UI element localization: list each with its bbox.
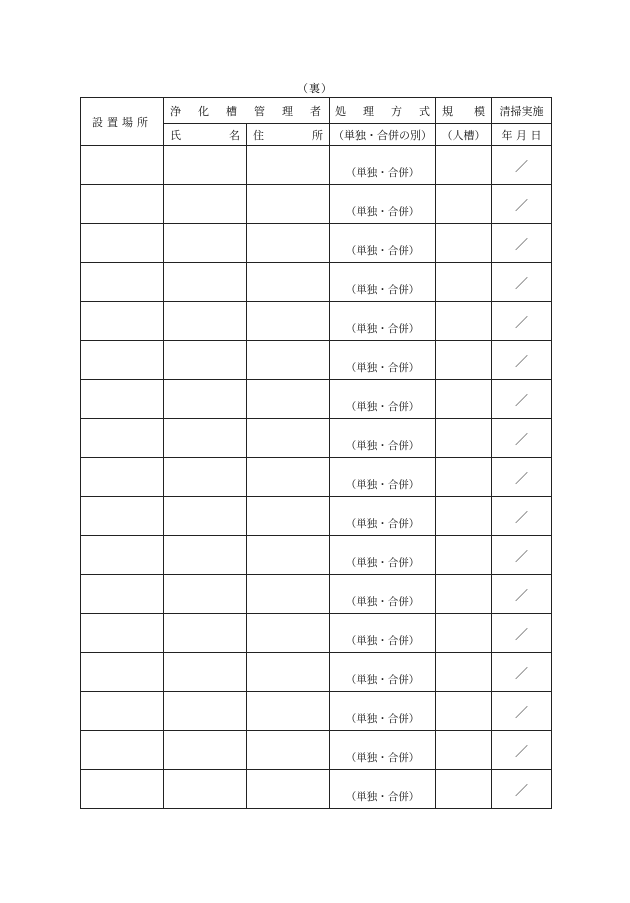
cleaning-date-cell[interactable]: ／ (492, 380, 552, 419)
table-row (81, 653, 552, 692)
scale-cell[interactable] (436, 653, 492, 692)
table-row (81, 185, 552, 224)
manager-address-cell[interactable] (247, 731, 330, 770)
scale-cell[interactable] (436, 614, 492, 653)
manager-address-cell[interactable] (247, 497, 330, 536)
location-cell[interactable] (81, 146, 164, 185)
manager-name-cell[interactable] (164, 224, 247, 263)
table-row (81, 224, 552, 263)
scale-cell[interactable] (436, 536, 492, 575)
cleaning-date-cell[interactable]: ／ (492, 575, 552, 614)
table-row (81, 731, 552, 770)
location-cell[interactable] (81, 380, 164, 419)
manager-name-cell[interactable] (164, 380, 247, 419)
table-row (81, 302, 552, 341)
manager-name-header (164, 124, 247, 146)
method-cell[interactable]: （単独・合併） (330, 731, 436, 770)
manager-name-header-a: 氏 (170, 128, 181, 142)
cleaning-date-cell[interactable]: ／ (492, 302, 552, 341)
location-cell[interactable] (81, 224, 164, 263)
scale-cell[interactable] (436, 575, 492, 614)
scale-cell[interactable] (436, 341, 492, 380)
cleaning-date-cell[interactable]: ／ (492, 185, 552, 224)
location-cell[interactable] (81, 497, 164, 536)
method-cell[interactable]: （単独・合併） (330, 302, 436, 341)
table-row (81, 263, 552, 302)
cleaning-date-cell[interactable]: ／ (492, 497, 552, 536)
manager-name-cell[interactable] (164, 536, 247, 575)
location-cell[interactable] (81, 341, 164, 380)
manager-address-cell[interactable] (247, 341, 330, 380)
manager-name-cell[interactable] (164, 653, 247, 692)
method-cell[interactable]: （単独・合併） (330, 614, 436, 653)
manager-address-cell[interactable] (247, 536, 330, 575)
cleaning-date-subheader: 年 月 日 (492, 124, 552, 146)
manager-address-header-b: 所 (312, 128, 323, 142)
manager-name-cell[interactable] (164, 302, 247, 341)
manager-header: 浄化槽管理者 (164, 98, 330, 124)
location-cell[interactable] (81, 458, 164, 497)
scale-cell[interactable] (436, 692, 492, 731)
cleaning-date-cell[interactable]: ／ (492, 692, 552, 731)
manager-name-cell[interactable] (164, 263, 247, 302)
scale-subheader: （人槽） (436, 124, 492, 146)
cleaning-date-cell[interactable]: ／ (492, 419, 552, 458)
scale-cell[interactable] (436, 302, 492, 341)
table-row (81, 419, 552, 458)
scale-cell[interactable] (436, 185, 492, 224)
manager-address-cell[interactable] (247, 146, 330, 185)
manager-address-cell[interactable] (247, 419, 330, 458)
manager-address-cell[interactable] (247, 458, 330, 497)
method-cell[interactable]: （単独・合併） (330, 575, 436, 614)
manager-name-cell[interactable] (164, 575, 247, 614)
location-cell[interactable] (81, 536, 164, 575)
location-cell[interactable] (81, 653, 164, 692)
method-header: 処理方式 (330, 98, 436, 124)
scale-cell[interactable] (436, 146, 492, 185)
method-cell[interactable]: （単独・合併） (330, 536, 436, 575)
cleaning-date-cell[interactable]: ／ (492, 224, 552, 263)
cleaning-date-cell[interactable]: ／ (492, 263, 552, 302)
location-cell[interactable] (81, 770, 164, 809)
table-row (81, 497, 552, 536)
manager-address-cell[interactable] (247, 770, 330, 809)
location-cell[interactable] (81, 731, 164, 770)
table-row (81, 614, 552, 653)
method-cell[interactable]: （単独・合併） (330, 458, 436, 497)
manager-name-cell[interactable] (164, 731, 247, 770)
method-cell[interactable]: （単独・合併） (330, 224, 436, 263)
manager-address-cell[interactable] (247, 692, 330, 731)
method-cell[interactable]: （単独・合併） (330, 341, 436, 380)
scale-cell[interactable] (436, 380, 492, 419)
table-row (81, 458, 552, 497)
manager-address-cell[interactable] (247, 380, 330, 419)
manager-name-cell[interactable] (164, 614, 247, 653)
method-cell[interactable]: （単独・合併） (330, 263, 436, 302)
location-cell[interactable] (81, 692, 164, 731)
manager-address-cell[interactable] (247, 185, 330, 224)
table-row (81, 770, 552, 809)
manager-name-cell[interactable] (164, 692, 247, 731)
table-row (81, 146, 552, 185)
manager-address-cell[interactable] (247, 224, 330, 263)
method-cell[interactable]: （単独・合併） (330, 653, 436, 692)
location-header: 設置場所 (81, 98, 164, 146)
scale-cell[interactable] (436, 419, 492, 458)
cleaning-date-cell[interactable]: ／ (492, 770, 552, 809)
septic-tank-register-table (80, 97, 552, 809)
cleaning-date-cell[interactable]: ／ (492, 458, 552, 497)
scale-header: 規模 (436, 98, 492, 124)
location-cell[interactable] (81, 419, 164, 458)
method-cell[interactable]: （単独・合併） (330, 770, 436, 809)
manager-address-cell[interactable] (247, 302, 330, 341)
scale-cell[interactable] (436, 731, 492, 770)
method-cell[interactable]: （単独・合併） (330, 419, 436, 458)
manager-name-header-b: 名 (229, 128, 240, 142)
table-row (81, 341, 552, 380)
manager-address-cell[interactable] (247, 575, 330, 614)
cleaning-date-cell[interactable]: ／ (492, 146, 552, 185)
method-cell[interactable]: （単独・合併） (330, 692, 436, 731)
cleaning-header: 清掃実施 (492, 98, 552, 124)
table-row (81, 575, 552, 614)
cleaning-date-cell[interactable]: ／ (492, 731, 552, 770)
cleaning-date-cell[interactable]: ／ (492, 536, 552, 575)
scale-cell[interactable] (436, 263, 492, 302)
scale-cell[interactable] (436, 770, 492, 809)
method-cell[interactable]: （単独・合併） (330, 146, 436, 185)
manager-name-cell[interactable] (164, 497, 247, 536)
manager-name-cell[interactable] (164, 146, 247, 185)
location-cell[interactable] (81, 614, 164, 653)
method-subheader: （単独・合併の別） (330, 124, 436, 146)
manager-address-cell[interactable] (247, 263, 330, 302)
page-side-label: （裏） (297, 82, 333, 95)
manager-name-cell[interactable] (164, 419, 247, 458)
location-cell[interactable] (81, 575, 164, 614)
manager-name-cell[interactable] (164, 341, 247, 380)
table-row (81, 536, 552, 575)
header-row-1 (81, 98, 552, 124)
cleaning-date-cell[interactable]: ／ (492, 653, 552, 692)
scale-cell[interactable] (436, 458, 492, 497)
location-cell[interactable] (81, 302, 164, 341)
manager-address-header (247, 124, 330, 146)
manager-address-cell[interactable] (247, 614, 330, 653)
table-row (81, 380, 552, 419)
manager-name-cell[interactable] (164, 458, 247, 497)
cleaning-date-cell[interactable]: ／ (492, 341, 552, 380)
location-cell[interactable] (81, 263, 164, 302)
method-cell[interactable]: （単独・合併） (330, 380, 436, 419)
manager-name-cell[interactable] (164, 185, 247, 224)
manager-address-cell[interactable] (247, 653, 330, 692)
location-cell[interactable] (81, 185, 164, 224)
method-cell[interactable]: （単独・合併） (330, 497, 436, 536)
table-row (81, 692, 552, 731)
scale-cell[interactable] (436, 224, 492, 263)
cleaning-date-cell[interactable]: ／ (492, 614, 552, 653)
method-cell[interactable]: （単独・合併） (330, 185, 436, 224)
manager-address-header-a: 住 (253, 128, 264, 142)
manager-name-cell[interactable] (164, 770, 247, 809)
scale-cell[interactable] (436, 497, 492, 536)
